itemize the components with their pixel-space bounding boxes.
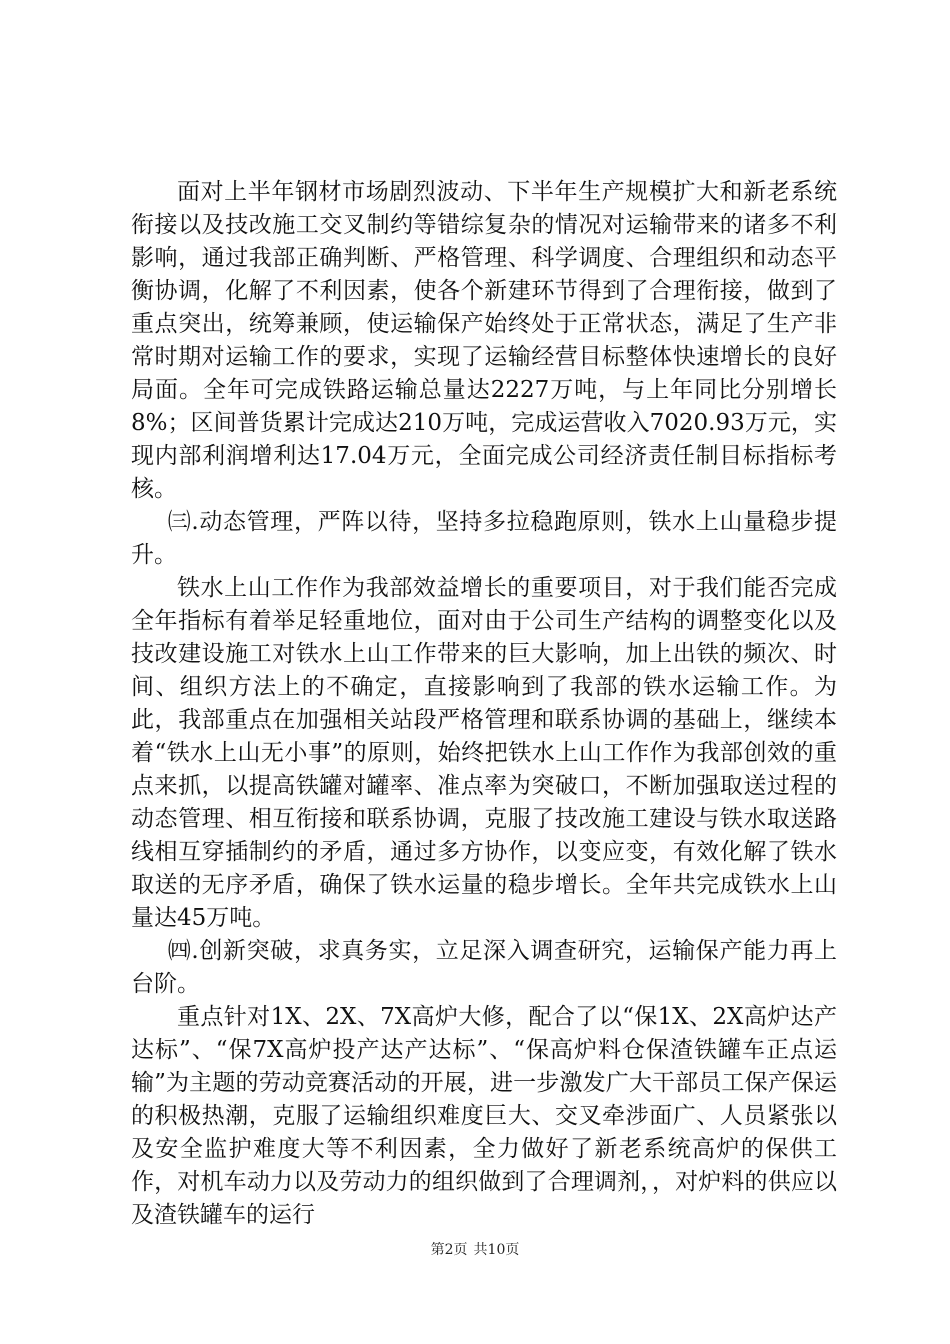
paragraph-molten-iron: 铁水上山工作作为我部效益增长的重要项目，对于我们能否完成全年指标有着举足轻重地位，面对由于公司生产结构的调整变化以及技改建设施工对铁水上山工作带来的巨大影响，加上出铁的频次、时间、组织方法上的不确定，直接影响到了我部的铁水运输工作。为此，我部重点在加强相关站段严格管理和联系协调的基础上，继续本着“铁水上山无小事”的原则，始终把铁水上山工作作为我部创效的重点来抓，以提高铁罐对罐率、准点率为突破口，不断加强取送过程的动态管理、相互衔接和联系协调，克服了技改施工建设与铁水取送路线相互穿插制约的矛盾，通过多方协作，以变应变，有效化解了铁水取送的无序矛盾，确保了铁水运量的稳步增长。全年共完成铁水上山量达45万吨。 [131, 575, 837, 931]
paragraph-blast-furnace: 重点针对1X、2X、7X高炉大修，配合了以“保1X、2X高炉达产达标”、“保7X高炉投产达产达标”、“保高炉料仓保渣铁罐车正点运输”为主题的劳动竞赛活动的开展，进一步激发广大干部员工保产保运的积极热潮，克服了运输组织难度巨大、交叉牵涉面广、人员紧张以及安全监护难度大等不利因素，全力做好了新老系统高炉的保供工作，对机车动力以及劳动力的组织做到了合理调剂，，对炉料的供应以及渣铁罐车的运行 [131, 1004, 837, 1228]
section-heading-4: ㈣.创新突破，求真务实，立足深入调查研究，运输保产能力再上台阶。 [131, 938, 837, 997]
paragraph-transport-summary: 面对上半年钢材市场剧烈波动、下半年生产规模扩大和新老系统衔接以及技改施工交叉制约等错综复杂的情况对运输带来的诸多不利影响，通过我部正确判断、严格管理、科学调度、合理组织和动态平衡协调，化解了不利因素，使各个新建环节得到了合理衔接，做到了重点突出，统筹兼顾，使运输保产始终处于正常状态，满足了生产非常时期对运输工作的要求，实现了运输经营目标整体快速增长的良好局面。全年可完成铁路运输总量达2227万吨，与上年同比分别增长8%；区间普货累计完成达210万吨，完成运营收入7020.93万元，实现内部利润增利达17.04万元，全面完成公司经济责任制目标指标考核。 [131, 179, 837, 502]
page-number: 第2页 [430, 1242, 468, 1258]
page-footer [0, 1240, 950, 1260]
section-heading-3: ㈢.动态管理，严阵以待，坚持多拉稳跑原则，铁水上山量稳步提升。 [131, 509, 837, 568]
page-total: 共10页 [473, 1242, 520, 1258]
document-body [131, 176, 837, 1232]
